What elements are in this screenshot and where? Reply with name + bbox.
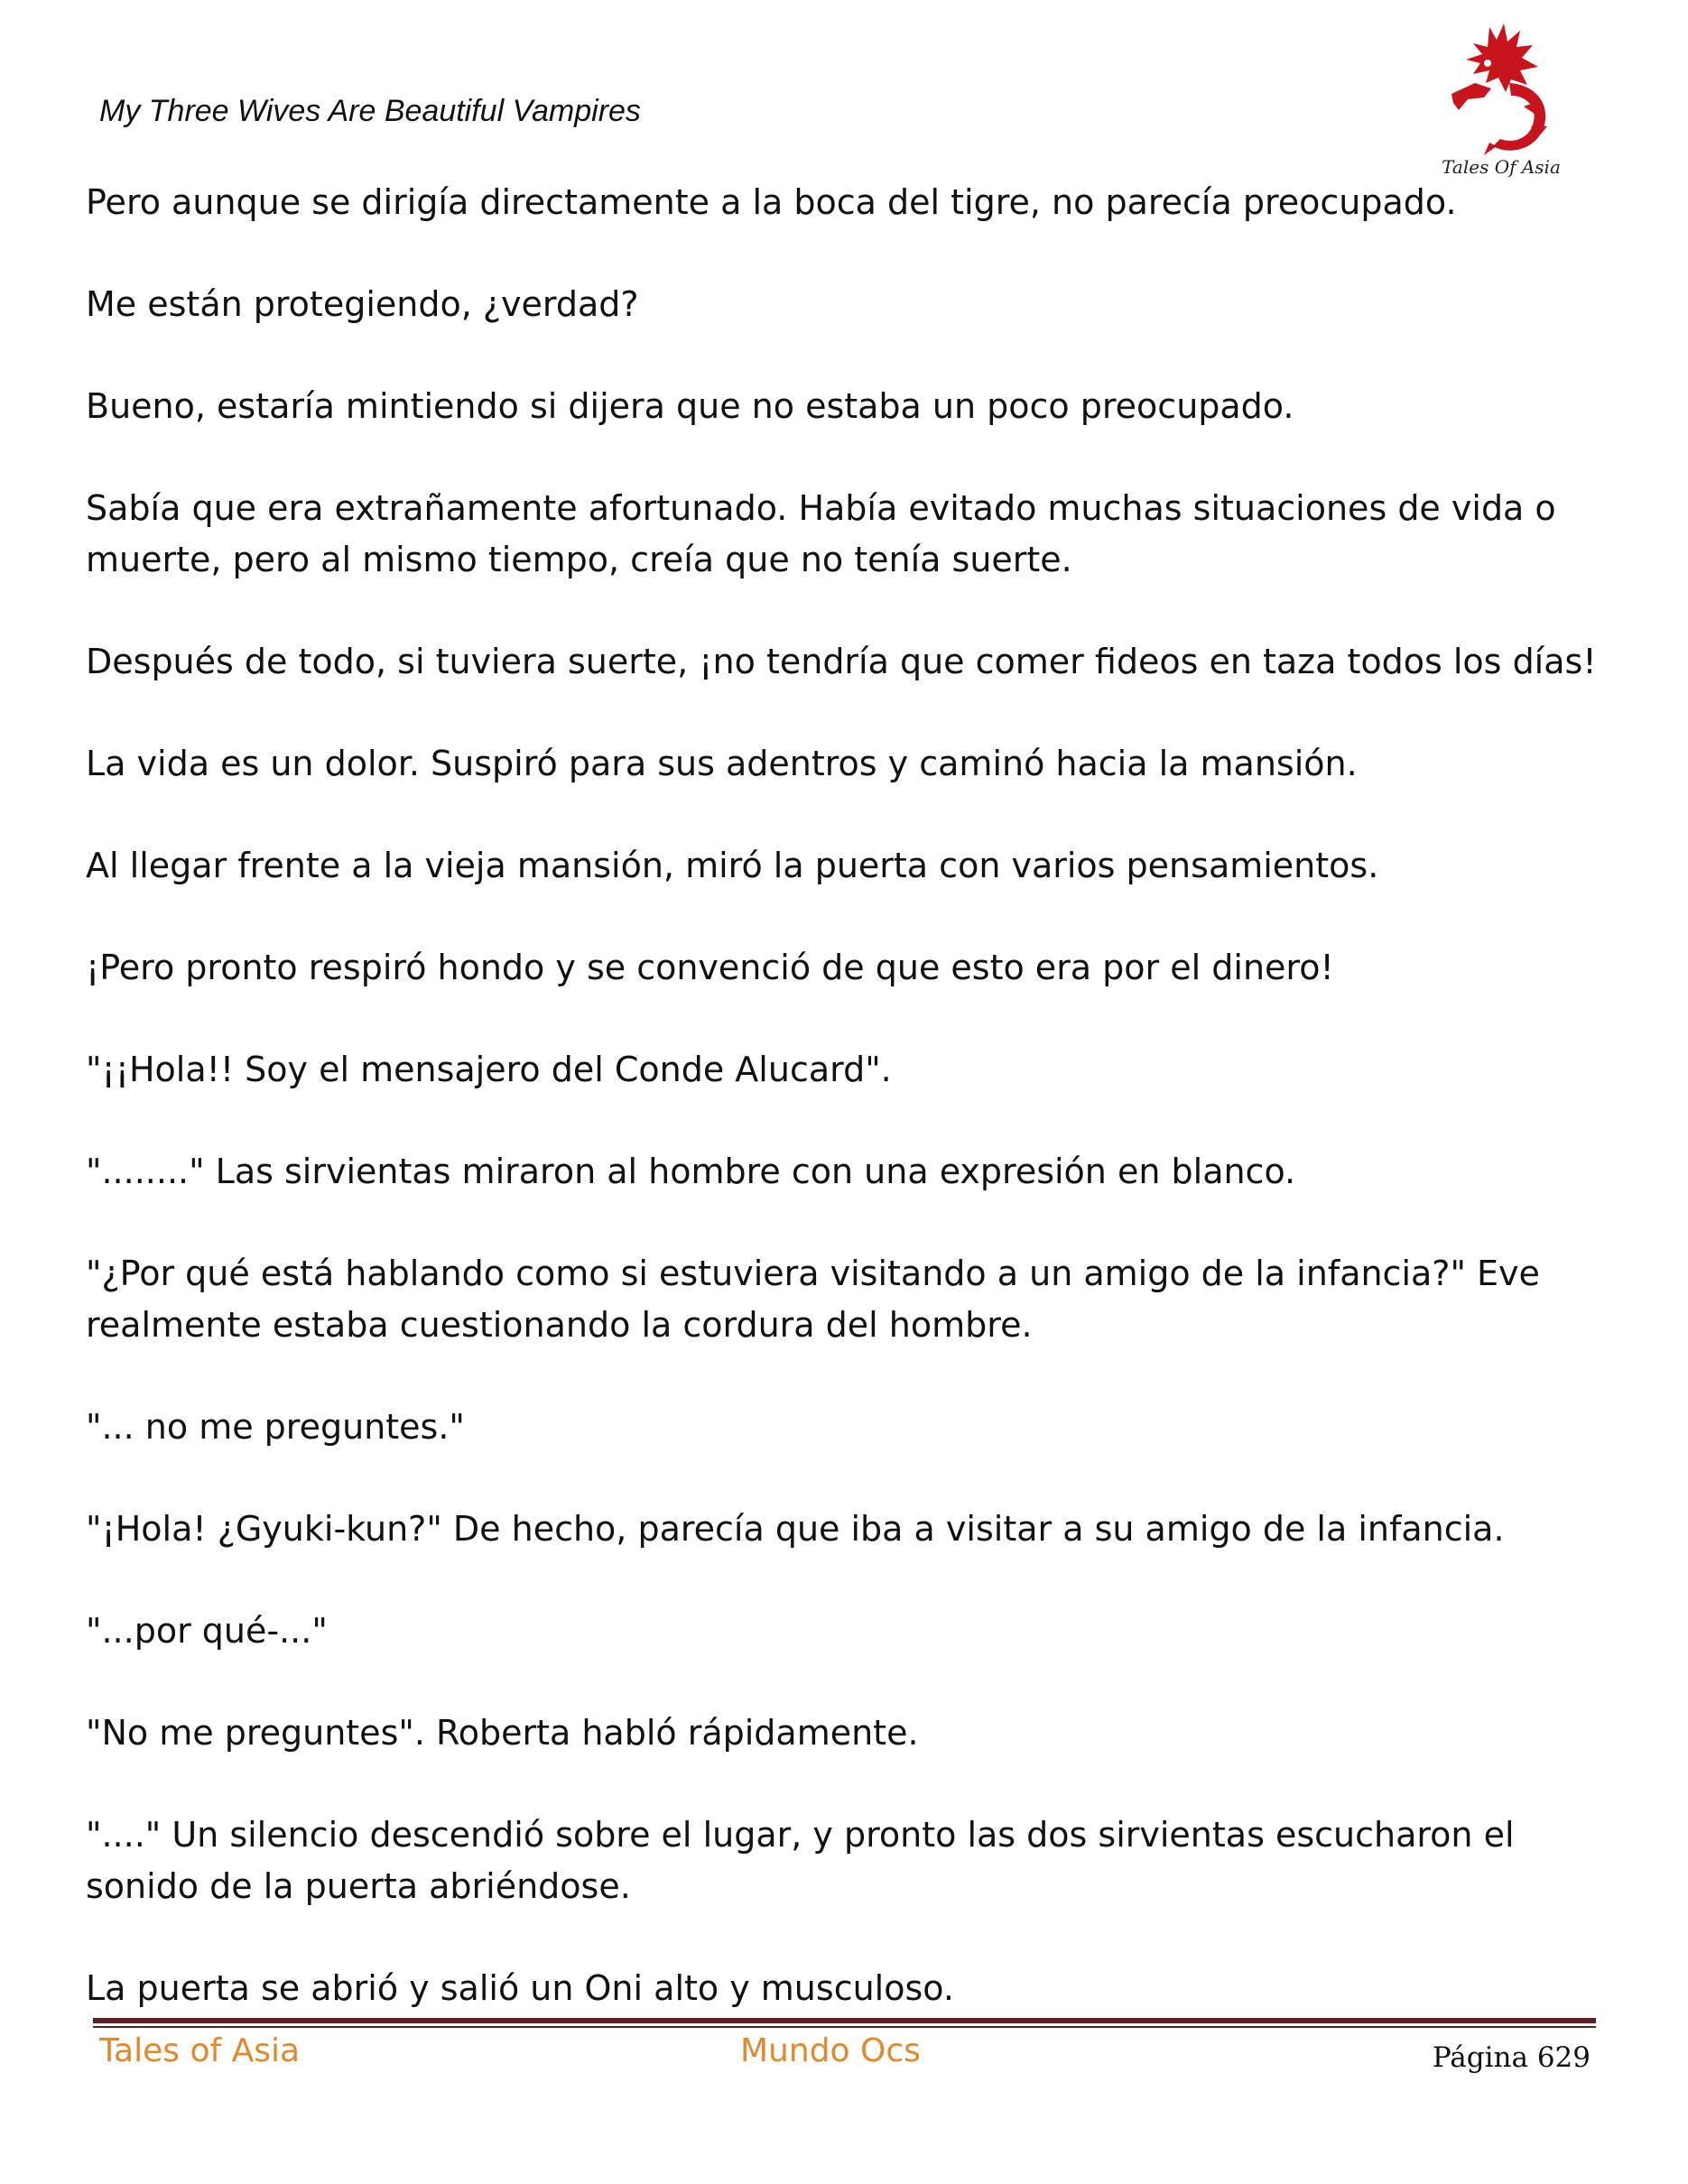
footer-group-name: Mundo Ocs bbox=[740, 2032, 921, 2069]
logo-text: Tales Of Asia bbox=[1442, 156, 1561, 178]
paragraph: "No me preguntes". Roberta habló rápidamente. bbox=[86, 1713, 919, 1753]
paragraph: "¿Por qué está hablando como si estuviera visitando a un amigo de la infancia?" Eve realmente estaba cuestionando la cordura del hombre. bbox=[86, 1254, 1540, 1345]
header-title: My Three Wives Are Beautiful Vampires bbox=[99, 94, 641, 128]
paragraph: "........" Las sirvientas miraron al hombre con una expresión en blanco. bbox=[86, 1152, 1296, 1191]
paragraph: ¡Pero pronto respiró hondo y se convenció de que esto era por el dinero! bbox=[86, 948, 1334, 987]
footer-site-name: Tales of Asia bbox=[99, 2032, 301, 2069]
dragon-logo-icon bbox=[1433, 20, 1569, 180]
paragraph: "...." Un silencio descendió sobre el lugar, y pronto las dos sirvientas escucharon el sonido de la puerta abriéndose. bbox=[86, 1815, 1515, 1906]
paragraph: "¡Hola! ¿Gyuki-kun?" De hecho, parecía que iba a visitar a su amigo de la infancia. bbox=[86, 1509, 1505, 1549]
paragraph: Pero aunque se dirigía directamente a la boca del tigre, no parecía preocupado. bbox=[86, 182, 1457, 222]
paragraph: La puerta se abrió y salió un Oni alto y musculoso. bbox=[86, 1968, 954, 2008]
chapter-body bbox=[86, 177, 1611, 2014]
paragraph: "... no me preguntes." bbox=[86, 1407, 465, 1447]
paragraph: Sabía que era extrañamente afortunado. Había evitado muchas situaciones de vida o muerte, pero al mismo tiempo, creía que no tenía suerte. bbox=[86, 488, 1556, 579]
paragraph: La vida es un dolor. Suspiró para sus adentros y caminó hacia la mansión. bbox=[86, 744, 1358, 783]
paragraph: Me están protegiendo, ¿verdad? bbox=[86, 284, 639, 324]
paragraph: Bueno, estaría mintiendo si dijera que no estaba un poco preocupado. bbox=[86, 386, 1294, 426]
paragraph: "...por qué-..." bbox=[86, 1611, 328, 1651]
footer-divider bbox=[93, 2018, 1596, 2028]
paragraph: Después de todo, si tuviera suerte, ¡no tendría que comer fideos en taza todos los días! bbox=[86, 642, 1597, 681]
paragraph: Al llegar frente a la vieja mansión, miró la puerta con varios pensamientos. bbox=[86, 846, 1379, 885]
page-number: Página 629 bbox=[1432, 2041, 1591, 2074]
tales-of-asia-logo bbox=[1433, 20, 1569, 180]
paragraph: "¡¡Hola!! Soy el mensajero del Conde Alucard". bbox=[86, 1050, 892, 1089]
